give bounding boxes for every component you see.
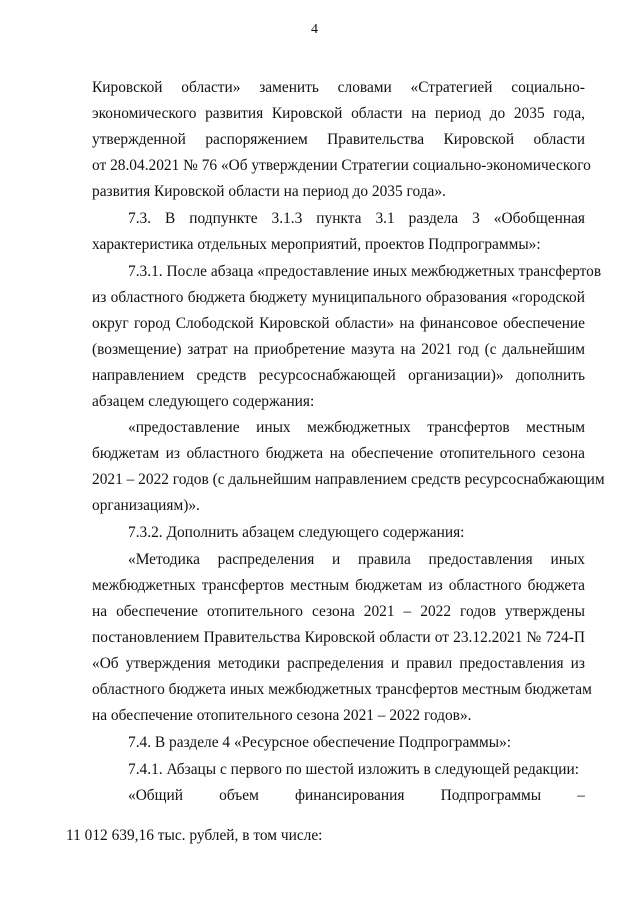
page-number: 4 — [311, 22, 318, 37]
text-line: абзацем следующего содержания: — [92, 393, 315, 410]
text-line: экономического развития Кировской области на период до 2035 года, — [92, 105, 585, 122]
text-line: развития Кировской области на период до 2035 года». — [92, 183, 446, 200]
text-line: 7.4. В разделе 4 «Ресурсное обеспечение Подпрограммы»: — [128, 734, 512, 751]
text-line: 7.3.2. Дополнить абзацем следующего содержания: — [128, 524, 465, 541]
text-line: постановлением Правительства Кировской области от 23.12.2021 № 724-П — [92, 629, 585, 646]
text-line: 7.4.1. Абзацы с первого по шестой изложить в следующей редакции: — [128, 761, 579, 778]
text-line: организациям)». — [92, 497, 200, 514]
text-line: 2021 – 2022 годов (с дальнейшим направлением средств ресурсоснабжающим — [92, 471, 605, 488]
text-line: (возмещение) затрат на приобретение мазута на 2021 год (с дальнейшим — [92, 341, 585, 358]
text-line: из областного бюджета бюджету муниципального образования «городской — [92, 289, 585, 306]
text-line: утвержденной распоряжением Правительства Кировской области — [92, 131, 585, 148]
text-line: межбюджетных трансфертов местным бюджетам из областного бюджета — [92, 577, 585, 594]
text-line: бюджетам из областного бюджета на обеспечение отопительного сезона — [92, 445, 585, 462]
text-line: округ город Слободской Кировской области» на финансовое обеспечение — [92, 315, 585, 332]
text-line: 11 012 639,16 тыс. рублей, в том числе: — [66, 827, 323, 844]
text-line: областного бюджета иных межбюджетных трансфертов местным бюджетам — [92, 681, 592, 698]
text-line: «Методика распределения и правила предоставления иных — [128, 551, 585, 568]
text-line: направлением средств ресурсоснабжающей организации)» дополнить — [92, 367, 585, 384]
text-line: 7.3.1. После абзаца «предоставление иных межбюджетных трансфертов — [128, 263, 602, 280]
text-line: «Об утверждения методики распределения и правил предоставления из — [92, 655, 585, 672]
text-line: «Общий объем финансирования Подпрограммы – — [128, 787, 585, 804]
text-line: «предоставление иных межбюджетных трансфертов местным — [128, 419, 585, 436]
text-line: от 28.04.2021 № 76 «Об утверждении Стратегии социально-экономического — [92, 157, 591, 174]
text-line: 7.3. В подпункте 3.1.3 пункта 3.1 раздела 3 «Обобщенная — [128, 210, 585, 227]
text-line: на обеспечение отопительного сезона 2021 – 2022 годов». — [92, 707, 472, 724]
text-line: на обеспечение отопительного сезона 2021 – 2022 годов утверждены — [92, 603, 585, 620]
text-line: характеристика отдельных мероприятий, проектов Подпрограммы»: — [92, 236, 541, 253]
text-line: Кировской области» заменить словами «Стратегией социально- — [92, 79, 585, 96]
